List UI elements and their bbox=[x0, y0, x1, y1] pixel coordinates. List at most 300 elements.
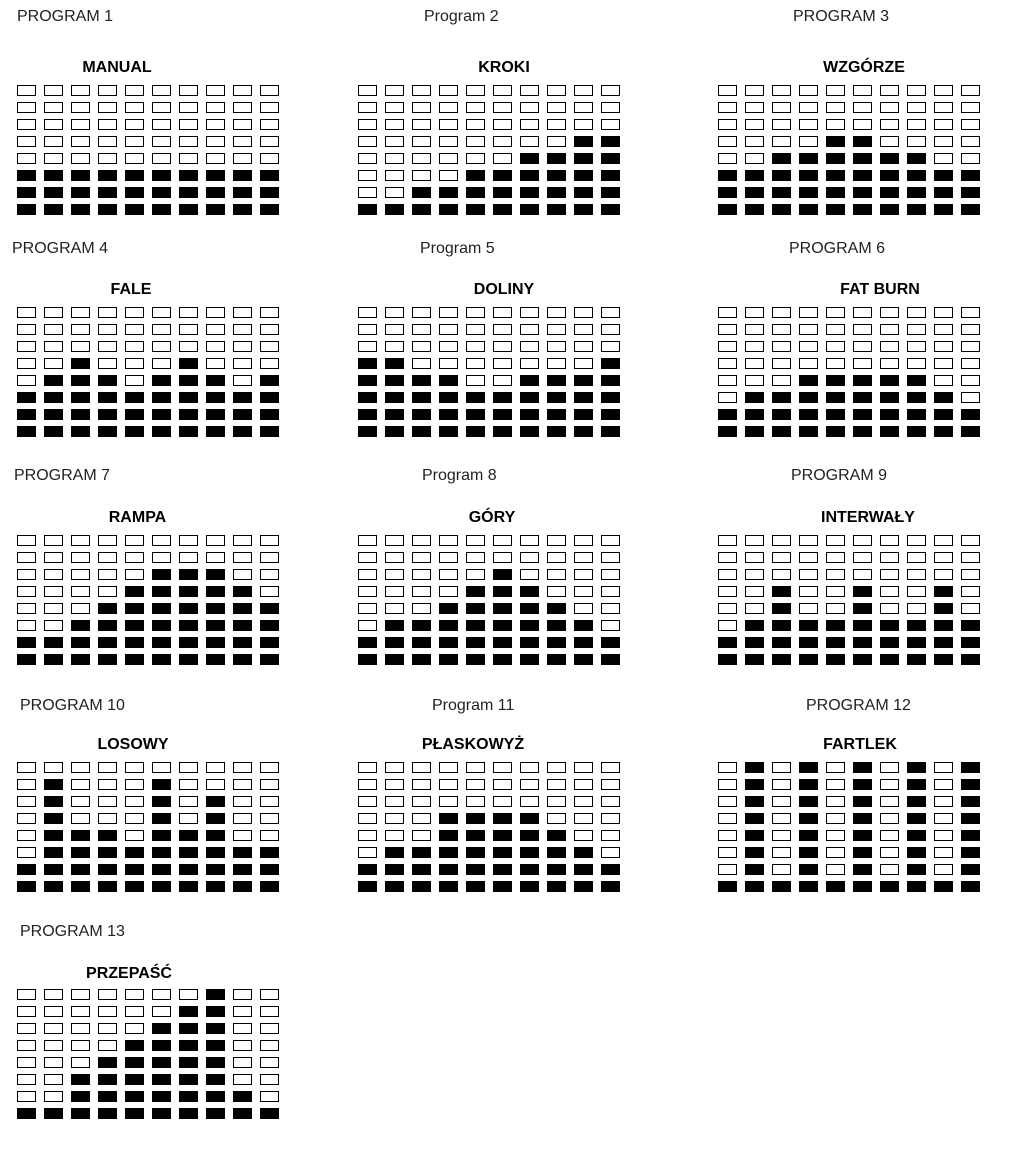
segment-empty bbox=[412, 813, 431, 824]
segment-empty bbox=[772, 341, 791, 352]
segment-filled bbox=[547, 426, 566, 437]
segment-empty bbox=[125, 779, 144, 790]
segment-filled bbox=[961, 881, 980, 892]
segment-empty bbox=[493, 85, 512, 96]
segment-empty bbox=[412, 762, 431, 773]
segment-empty bbox=[412, 535, 431, 546]
segment-filled bbox=[44, 864, 63, 875]
segment-filled bbox=[799, 375, 818, 386]
segment-empty bbox=[206, 762, 225, 773]
segment-empty bbox=[718, 620, 737, 631]
segment-filled bbox=[179, 375, 198, 386]
segment-empty bbox=[547, 307, 566, 318]
segment-empty bbox=[439, 586, 458, 597]
segment-filled bbox=[853, 813, 872, 824]
segment-empty bbox=[44, 1091, 63, 1102]
segment-empty bbox=[260, 1091, 279, 1102]
segment-empty bbox=[520, 85, 539, 96]
segment-empty bbox=[98, 307, 117, 318]
segment-empty bbox=[233, 358, 252, 369]
segment-filled bbox=[98, 654, 117, 665]
segment-filled bbox=[718, 881, 737, 892]
segment-empty bbox=[907, 552, 926, 563]
program-name-title: FAT BURN bbox=[840, 281, 920, 298]
segment-empty bbox=[98, 586, 117, 597]
segment-filled bbox=[98, 830, 117, 841]
segment-filled bbox=[206, 569, 225, 580]
segment-empty bbox=[44, 358, 63, 369]
segment-empty bbox=[125, 136, 144, 147]
segment-filled bbox=[601, 426, 620, 437]
segment-filled bbox=[880, 881, 899, 892]
segment-empty bbox=[745, 85, 764, 96]
segment-filled bbox=[260, 881, 279, 892]
segment-filled bbox=[520, 170, 539, 181]
segment-filled bbox=[233, 170, 252, 181]
segment-empty bbox=[466, 762, 485, 773]
segment-empty bbox=[71, 569, 90, 580]
segment-empty bbox=[125, 569, 144, 580]
segment-empty bbox=[439, 153, 458, 164]
segment-empty bbox=[880, 830, 899, 841]
segment-empty bbox=[385, 307, 404, 318]
segment-filled bbox=[601, 153, 620, 164]
segment-empty bbox=[880, 864, 899, 875]
segment-empty bbox=[358, 830, 377, 841]
segment-empty bbox=[179, 813, 198, 824]
segment-filled bbox=[718, 204, 737, 215]
segment-empty bbox=[17, 586, 36, 597]
segment-empty bbox=[961, 569, 980, 580]
segment-empty bbox=[260, 1074, 279, 1085]
segment-filled bbox=[125, 864, 144, 875]
segment-empty bbox=[853, 341, 872, 352]
segment-empty bbox=[772, 85, 791, 96]
segment-empty bbox=[907, 136, 926, 147]
segment-filled bbox=[17, 170, 36, 181]
segment-filled bbox=[385, 637, 404, 648]
segment-filled bbox=[907, 830, 926, 841]
segment-empty bbox=[601, 102, 620, 113]
segment-filled bbox=[799, 204, 818, 215]
segment-filled bbox=[125, 1057, 144, 1068]
program-name-title: WZGÓRZE bbox=[823, 59, 905, 76]
segment-empty bbox=[799, 136, 818, 147]
segment-filled bbox=[961, 170, 980, 181]
segment-filled bbox=[98, 409, 117, 420]
segment-filled bbox=[601, 170, 620, 181]
segment-filled bbox=[466, 830, 485, 841]
segment-empty bbox=[439, 136, 458, 147]
segment-empty bbox=[358, 119, 377, 130]
segment-empty bbox=[358, 813, 377, 824]
segment-filled bbox=[853, 637, 872, 648]
segment-empty bbox=[233, 779, 252, 790]
segment-empty bbox=[152, 358, 171, 369]
segment-filled bbox=[44, 1108, 63, 1119]
segment-filled bbox=[98, 1057, 117, 1068]
segment-filled bbox=[493, 426, 512, 437]
segment-empty bbox=[17, 1006, 36, 1017]
segment-filled bbox=[574, 409, 593, 420]
segment-filled bbox=[934, 637, 953, 648]
segment-filled bbox=[206, 654, 225, 665]
segment-filled bbox=[853, 409, 872, 420]
segment-empty bbox=[385, 569, 404, 580]
segment-empty bbox=[385, 85, 404, 96]
segment-empty bbox=[520, 535, 539, 546]
segment-filled bbox=[547, 187, 566, 198]
segment-filled bbox=[826, 136, 845, 147]
segment-empty bbox=[880, 102, 899, 113]
segment-filled bbox=[412, 426, 431, 437]
segment-filled bbox=[880, 620, 899, 631]
segment-filled bbox=[601, 375, 620, 386]
segment-empty bbox=[233, 85, 252, 96]
segment-empty bbox=[98, 136, 117, 147]
segment-empty bbox=[520, 341, 539, 352]
segment-filled bbox=[826, 187, 845, 198]
segment-filled bbox=[547, 881, 566, 892]
intensity-grid bbox=[17, 85, 279, 215]
segment-empty bbox=[260, 586, 279, 597]
segment-filled bbox=[233, 654, 252, 665]
segment-filled bbox=[961, 762, 980, 773]
segment-filled bbox=[493, 864, 512, 875]
segment-empty bbox=[233, 1023, 252, 1034]
segment-filled bbox=[826, 409, 845, 420]
segment-filled bbox=[799, 153, 818, 164]
segment-filled bbox=[44, 409, 63, 420]
program-number-label: Program 11 bbox=[432, 697, 515, 714]
segment-filled bbox=[826, 426, 845, 437]
segment-empty bbox=[71, 85, 90, 96]
segment-empty bbox=[601, 324, 620, 335]
segment-empty bbox=[520, 324, 539, 335]
segment-empty bbox=[358, 136, 377, 147]
segment-empty bbox=[880, 324, 899, 335]
segment-empty bbox=[44, 762, 63, 773]
segment-empty bbox=[547, 102, 566, 113]
segment-empty bbox=[98, 1006, 117, 1017]
segment-empty bbox=[574, 324, 593, 335]
segment-empty bbox=[718, 375, 737, 386]
segment-filled bbox=[493, 569, 512, 580]
segment-filled bbox=[260, 1108, 279, 1119]
segment-empty bbox=[71, 1023, 90, 1034]
segment-filled bbox=[772, 204, 791, 215]
segment-filled bbox=[547, 847, 566, 858]
segment-filled bbox=[358, 409, 377, 420]
segment-empty bbox=[98, 989, 117, 1000]
segment-empty bbox=[880, 119, 899, 130]
segment-empty bbox=[826, 586, 845, 597]
segment-filled bbox=[547, 864, 566, 875]
segment-empty bbox=[152, 341, 171, 352]
segment-empty bbox=[358, 341, 377, 352]
segment-empty bbox=[880, 586, 899, 597]
segment-filled bbox=[233, 847, 252, 858]
segment-filled bbox=[772, 620, 791, 631]
segment-filled bbox=[125, 170, 144, 181]
segment-empty bbox=[71, 1006, 90, 1017]
segment-empty bbox=[17, 1074, 36, 1085]
segment-empty bbox=[493, 324, 512, 335]
segment-filled bbox=[439, 426, 458, 437]
segment-empty bbox=[233, 119, 252, 130]
segment-empty bbox=[961, 119, 980, 130]
segment-filled bbox=[206, 603, 225, 614]
segment-empty bbox=[98, 358, 117, 369]
segment-filled bbox=[907, 779, 926, 790]
segment-empty bbox=[206, 307, 225, 318]
segment-filled bbox=[853, 796, 872, 807]
segment-filled bbox=[880, 153, 899, 164]
segment-empty bbox=[745, 586, 764, 597]
segment-filled bbox=[826, 204, 845, 215]
segment-empty bbox=[385, 552, 404, 563]
segment-empty bbox=[179, 102, 198, 113]
intensity-grid bbox=[358, 85, 620, 215]
segment-empty bbox=[439, 85, 458, 96]
segment-filled bbox=[152, 375, 171, 386]
segment-filled bbox=[547, 603, 566, 614]
segment-empty bbox=[880, 341, 899, 352]
segment-empty bbox=[718, 535, 737, 546]
segment-filled bbox=[412, 204, 431, 215]
segment-filled bbox=[98, 170, 117, 181]
segment-empty bbox=[125, 1006, 144, 1017]
segment-empty bbox=[385, 102, 404, 113]
segment-filled bbox=[799, 762, 818, 773]
segment-empty bbox=[934, 85, 953, 96]
segment-empty bbox=[934, 119, 953, 130]
segment-filled bbox=[961, 830, 980, 841]
segment-filled bbox=[961, 796, 980, 807]
segment-empty bbox=[520, 119, 539, 130]
segment-empty bbox=[907, 307, 926, 318]
segment-filled bbox=[934, 187, 953, 198]
segment-filled bbox=[44, 881, 63, 892]
segment-empty bbox=[260, 796, 279, 807]
segment-filled bbox=[412, 881, 431, 892]
segment-empty bbox=[152, 102, 171, 113]
segment-empty bbox=[152, 85, 171, 96]
segment-filled bbox=[907, 796, 926, 807]
segment-empty bbox=[439, 341, 458, 352]
segment-empty bbox=[601, 85, 620, 96]
segment-empty bbox=[71, 324, 90, 335]
segment-empty bbox=[826, 847, 845, 858]
segment-empty bbox=[961, 535, 980, 546]
segment-filled bbox=[17, 409, 36, 420]
segment-empty bbox=[934, 779, 953, 790]
segment-empty bbox=[934, 358, 953, 369]
segment-filled bbox=[799, 392, 818, 403]
segment-filled bbox=[385, 426, 404, 437]
segment-empty bbox=[71, 603, 90, 614]
segment-empty bbox=[718, 358, 737, 369]
segment-empty bbox=[907, 324, 926, 335]
segment-empty bbox=[260, 341, 279, 352]
segment-empty bbox=[385, 779, 404, 790]
segment-filled bbox=[520, 637, 539, 648]
segment-filled bbox=[179, 1091, 198, 1102]
segment-empty bbox=[439, 119, 458, 130]
segment-filled bbox=[880, 409, 899, 420]
segment-filled bbox=[718, 426, 737, 437]
segment-empty bbox=[601, 796, 620, 807]
segment-empty bbox=[439, 170, 458, 181]
segment-empty bbox=[125, 358, 144, 369]
segment-filled bbox=[17, 426, 36, 437]
segment-empty bbox=[718, 830, 737, 841]
segment-filled bbox=[799, 830, 818, 841]
segment-empty bbox=[826, 341, 845, 352]
segment-filled bbox=[98, 864, 117, 875]
segment-empty bbox=[961, 307, 980, 318]
segment-empty bbox=[934, 102, 953, 113]
segment-empty bbox=[233, 1074, 252, 1085]
segment-empty bbox=[799, 569, 818, 580]
segment-empty bbox=[233, 989, 252, 1000]
segment-empty bbox=[260, 989, 279, 1000]
segment-filled bbox=[125, 881, 144, 892]
segment-filled bbox=[466, 204, 485, 215]
segment-empty bbox=[17, 153, 36, 164]
intensity-grid bbox=[358, 762, 620, 892]
segment-empty bbox=[44, 1057, 63, 1068]
segment-filled bbox=[179, 426, 198, 437]
segment-empty bbox=[17, 1023, 36, 1034]
segment-filled bbox=[961, 813, 980, 824]
segment-empty bbox=[745, 119, 764, 130]
segment-empty bbox=[547, 813, 566, 824]
segment-empty bbox=[71, 779, 90, 790]
segment-filled bbox=[71, 409, 90, 420]
segment-empty bbox=[934, 813, 953, 824]
segment-filled bbox=[934, 392, 953, 403]
program-number-label: PROGRAM 6 bbox=[789, 240, 886, 257]
segment-empty bbox=[233, 762, 252, 773]
segment-filled bbox=[439, 603, 458, 614]
segment-empty bbox=[439, 307, 458, 318]
segment-filled bbox=[718, 187, 737, 198]
segment-filled bbox=[206, 864, 225, 875]
segment-filled bbox=[152, 603, 171, 614]
segment-filled bbox=[574, 847, 593, 858]
segment-filled bbox=[601, 864, 620, 875]
segment-filled bbox=[233, 586, 252, 597]
segment-empty bbox=[233, 136, 252, 147]
segment-filled bbox=[520, 409, 539, 420]
segment-filled bbox=[772, 881, 791, 892]
segment-filled bbox=[493, 637, 512, 648]
segment-filled bbox=[233, 620, 252, 631]
segment-filled bbox=[206, 426, 225, 437]
segment-filled bbox=[439, 187, 458, 198]
program-number-label: PROGRAM 7 bbox=[14, 467, 111, 484]
segment-empty bbox=[466, 779, 485, 790]
segment-empty bbox=[17, 119, 36, 130]
segment-filled bbox=[206, 375, 225, 386]
segment-empty bbox=[412, 552, 431, 563]
segment-filled bbox=[152, 586, 171, 597]
segment-empty bbox=[466, 307, 485, 318]
segment-empty bbox=[358, 170, 377, 181]
segment-empty bbox=[934, 830, 953, 841]
segment-filled bbox=[439, 392, 458, 403]
segment-empty bbox=[880, 847, 899, 858]
segment-empty bbox=[772, 307, 791, 318]
segment-filled bbox=[44, 204, 63, 215]
segment-empty bbox=[601, 830, 620, 841]
segment-empty bbox=[934, 375, 953, 386]
segment-empty bbox=[826, 762, 845, 773]
segment-empty bbox=[547, 119, 566, 130]
segment-filled bbox=[44, 187, 63, 198]
segment-empty bbox=[547, 324, 566, 335]
segment-empty bbox=[152, 552, 171, 563]
segment-empty bbox=[745, 535, 764, 546]
segment-filled bbox=[547, 830, 566, 841]
segment-filled bbox=[260, 847, 279, 858]
segment-empty bbox=[439, 796, 458, 807]
segment-empty bbox=[206, 358, 225, 369]
segment-empty bbox=[44, 1040, 63, 1051]
segment-filled bbox=[853, 779, 872, 790]
segment-filled bbox=[934, 603, 953, 614]
segment-empty bbox=[385, 535, 404, 546]
segment-empty bbox=[179, 119, 198, 130]
segment-empty bbox=[412, 170, 431, 181]
segment-filled bbox=[772, 409, 791, 420]
segment-filled bbox=[799, 409, 818, 420]
segment-empty bbox=[358, 324, 377, 335]
segment-filled bbox=[152, 569, 171, 580]
segment-empty bbox=[718, 324, 737, 335]
segment-empty bbox=[358, 85, 377, 96]
segment-filled bbox=[206, 847, 225, 858]
segment-filled bbox=[466, 426, 485, 437]
segment-empty bbox=[466, 535, 485, 546]
segment-empty bbox=[826, 603, 845, 614]
segment-empty bbox=[772, 375, 791, 386]
segment-empty bbox=[520, 102, 539, 113]
segment-empty bbox=[961, 552, 980, 563]
segment-empty bbox=[907, 119, 926, 130]
segment-filled bbox=[520, 847, 539, 858]
segment-empty bbox=[601, 552, 620, 563]
segment-filled bbox=[206, 586, 225, 597]
segment-empty bbox=[601, 762, 620, 773]
segment-empty bbox=[799, 358, 818, 369]
segment-filled bbox=[520, 426, 539, 437]
segment-empty bbox=[826, 324, 845, 335]
segment-empty bbox=[799, 586, 818, 597]
segment-empty bbox=[772, 796, 791, 807]
segment-filled bbox=[206, 170, 225, 181]
segment-filled bbox=[152, 1057, 171, 1068]
segment-empty bbox=[745, 358, 764, 369]
segment-filled bbox=[260, 637, 279, 648]
segment-empty bbox=[71, 796, 90, 807]
segment-empty bbox=[961, 392, 980, 403]
segment-filled bbox=[772, 637, 791, 648]
segment-empty bbox=[745, 375, 764, 386]
segment-empty bbox=[98, 153, 117, 164]
segment-empty bbox=[799, 552, 818, 563]
